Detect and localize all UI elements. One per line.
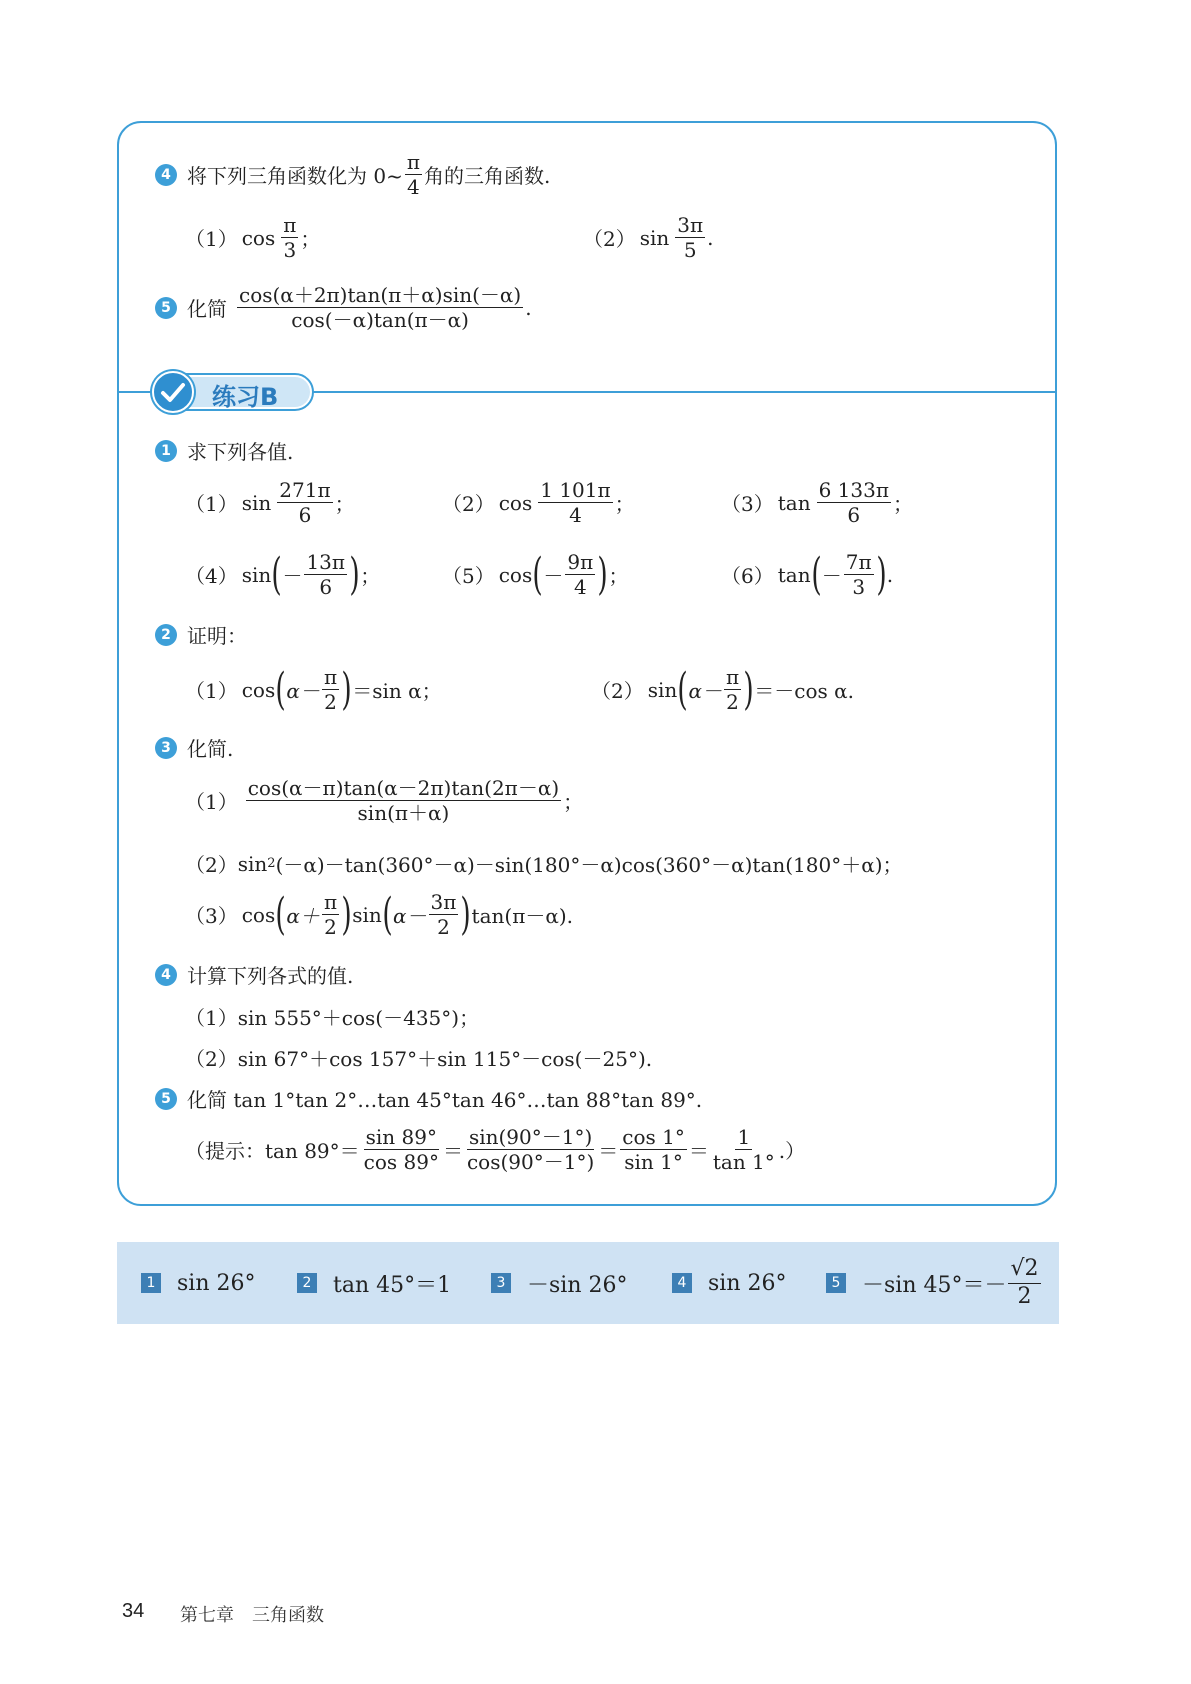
question-number: 5	[155, 297, 177, 319]
b4-part-1: （1）sin 555°＋cos(－435°)；	[185, 1006, 480, 1030]
question-number: 4	[155, 164, 177, 186]
b1-item-2: （2） cos $\frac{1 101\pi}{4}$ ；	[442, 478, 635, 527]
top-q4-part2	[583, 213, 714, 262]
answer-item-5: 5 －sin 45°＝－ $\frac{√2}{2}$	[826, 1242, 1043, 1324]
fraction: $\frac{3\pi}{5}$	[677, 213, 704, 262]
b1-item-3: （3） tan $\frac{6 133\pi}{6}$ ；	[721, 478, 913, 527]
question-number: 1	[155, 440, 177, 462]
top-q4-part1	[185, 213, 320, 262]
question-text: 求下列各值.	[187, 440, 294, 464]
answer-item-4: 4 sin 26°	[672, 1242, 786, 1324]
b-question-4	[155, 960, 353, 989]
question-text: 将下列三角函数化为 0~	[187, 164, 403, 188]
fraction: $\frac{\pi}{4}$	[406, 150, 420, 199]
b3-part-3: （3） cos ( α＋ $\frac{\pi}{2}$ ) sin ( α－ $\frac{3\pi}{2}$ ) tan(π－α).	[185, 888, 574, 940]
question-number: 5	[155, 1088, 177, 1110]
question-number: 2	[155, 624, 177, 646]
top-question-4	[155, 150, 550, 199]
b3-part-2: （2） sin 2 (－α)－tan(360°－α)－sin(180°－α)cos(360°－α)tan(180°＋α)；	[185, 851, 903, 877]
chapter-title: 第七章 三角函数	[180, 1605, 324, 1626]
answer-item-1: 1 sin 26°	[141, 1242, 255, 1324]
b-question-5	[155, 1084, 702, 1113]
section-title: 练习B	[212, 383, 279, 411]
fraction: $\frac{\cos(\alpha+2\pi)\tan(\pi+\alpha)\sin(-\alpha)}{\cos(-\alpha)\tan(\pi-\alpha)}$	[239, 283, 522, 332]
top-question-5	[155, 283, 532, 332]
part-label: （2）	[583, 227, 636, 251]
question-number: 3	[155, 737, 177, 759]
pencil-check-icon	[152, 371, 194, 413]
b1-item-1: （1） sin $\frac{271\pi}{6}$ ；	[185, 478, 355, 527]
b4-part-2: （2）sin 67°＋cos 157°＋sin 115°－cos(－25°).	[185, 1047, 653, 1071]
question-number: 4	[155, 964, 177, 986]
punctuation: ；	[300, 227, 321, 251]
question-text: 证明：	[187, 624, 247, 648]
b-question-1	[155, 436, 293, 465]
b3-part-1: （1） $\frac{\cos(\alpha-\pi)\tan(\alpha-2\pi)\tan(2\pi-\alpha)}{\sin(\pi+\alpha)}$ ；	[185, 776, 584, 825]
b5-hint: （提示：tan 89°＝ $\frac{\sin 89^\circ}{\cos 89^\circ}$ ＝ $\frac{\sin(90^\circ-1^\circ)}{\cos(90^\circ-1^\circ)}$ ＝ $\frac{\cos 1^\circ}{\sin 1^\circ}$ ＝ $\frac{1}{\tan 1^\circ}$ .）	[185, 1125, 806, 1174]
answer-item-3: 3 －sin 26°	[491, 1242, 627, 1324]
question-text: 化简	[187, 297, 227, 321]
question-text: 角的三角函数.	[424, 164, 551, 188]
function-name: sin	[639, 225, 670, 250]
b1-item-6: （6） tan ( － $\frac{7\pi}{3}$ ) .	[721, 548, 894, 600]
punctuation: .	[707, 225, 714, 250]
question-text: 计算下列各式的值.	[187, 964, 354, 988]
b2-part-2: （2） sin ( α－ $\frac{\pi}{2}$ ) ＝－cos α.	[591, 663, 855, 715]
b1-item-5: （5） cos ( － $\frac{9\pi}{4}$ ) ；	[442, 548, 629, 600]
function-name: cos	[241, 225, 276, 250]
answer-item-2: 2 tan 45°＝1	[297, 1242, 451, 1324]
b-question-2	[155, 620, 247, 649]
fraction: $\frac{\pi}{3}$	[283, 213, 297, 262]
question-text: 化简.	[187, 737, 234, 761]
b-question-3	[155, 733, 233, 762]
question-text: 化简 tan 1°tan 2°…tan 45°tan 46°…tan 88°tan 89°.	[187, 1088, 703, 1112]
punctuation: .	[525, 295, 532, 320]
part-label: （1）	[185, 227, 238, 251]
page-number: 34	[122, 1600, 145, 1622]
b1-item-4: （4） sin ( － $\frac{13\pi}{6}$ ) ；	[185, 548, 381, 600]
b2-part-1: （1） cos ( α－ $\frac{\pi}{2}$ ) ＝sin α；	[185, 663, 442, 715]
